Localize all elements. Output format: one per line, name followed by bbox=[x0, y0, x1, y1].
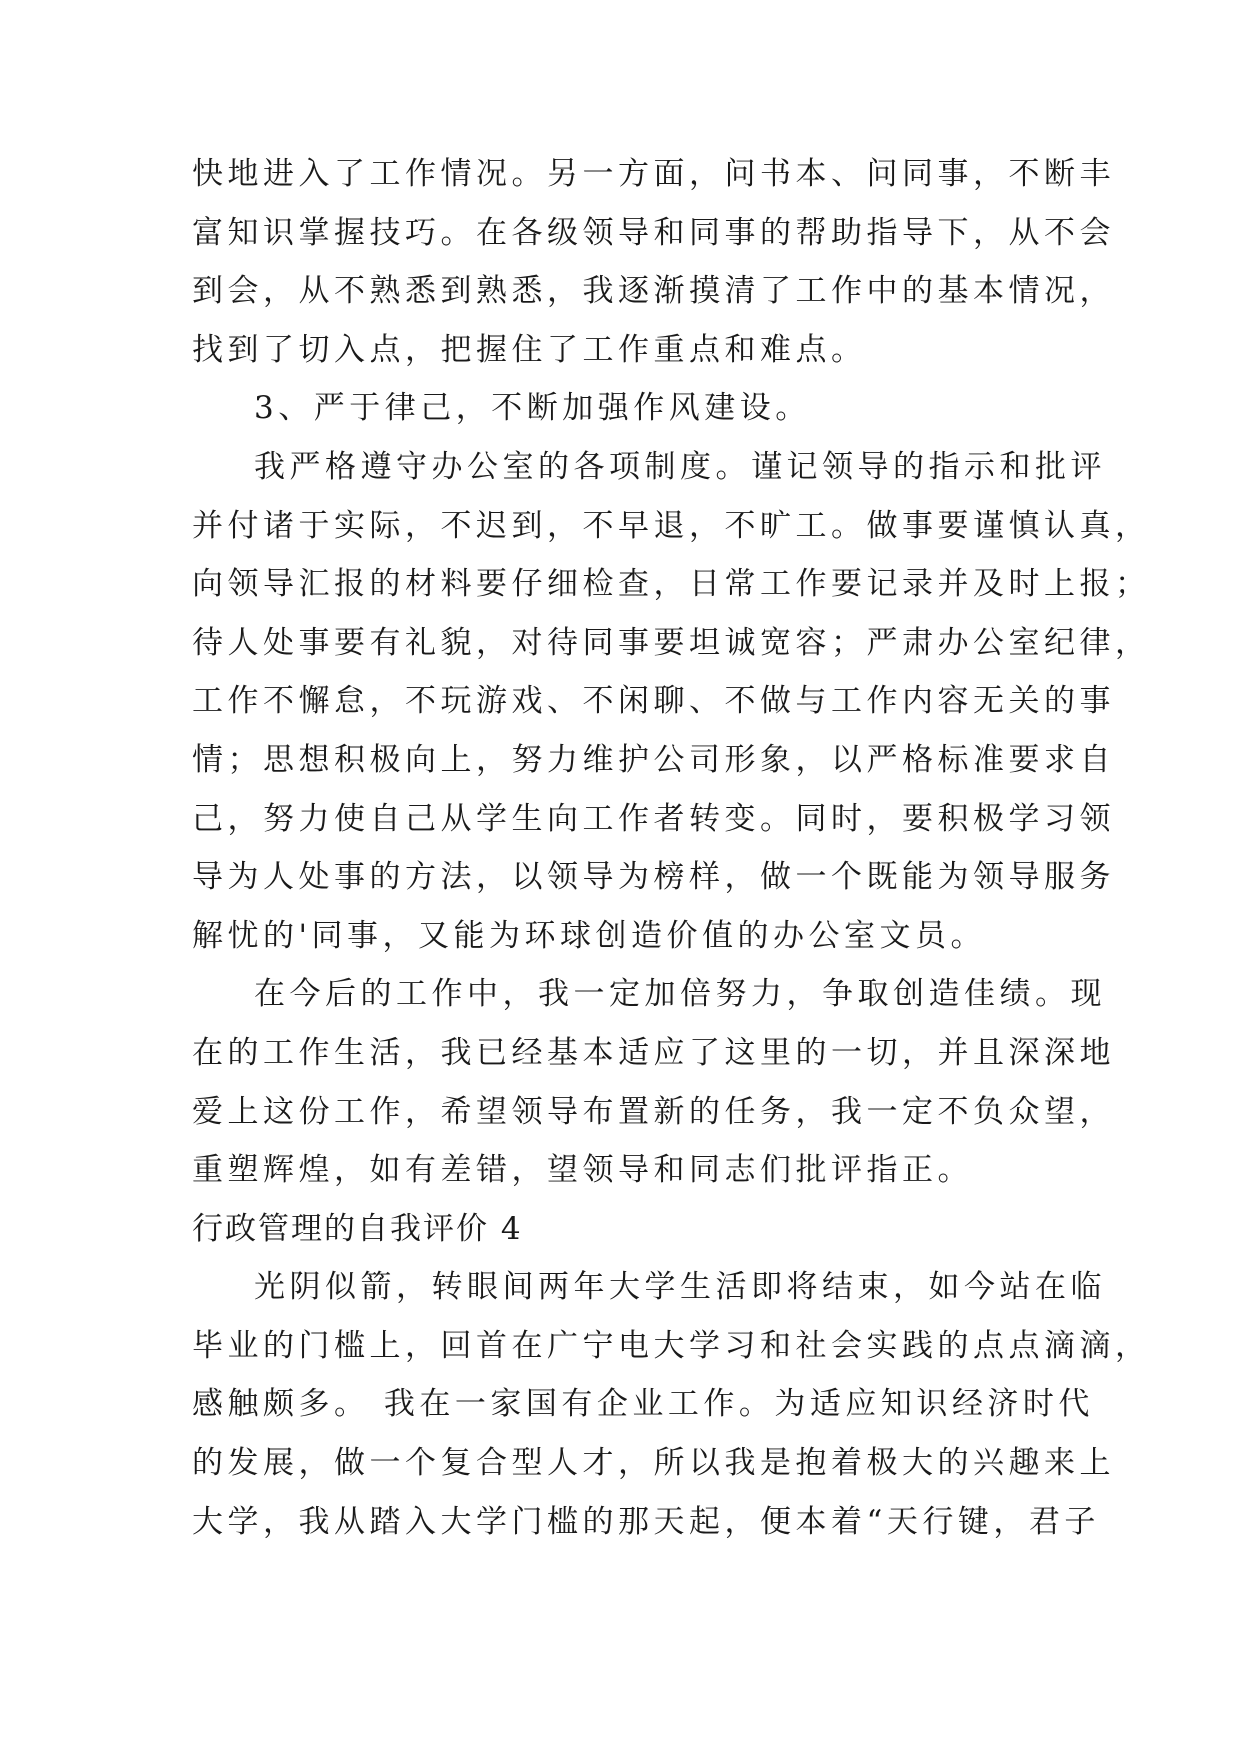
text-line: 向领导汇报的材料要仔细检查，日常工作要记录并及时上报； bbox=[192, 566, 1151, 603]
text-line: 爱上这份工作，希望领导布置新的任务，我一定不负众望， bbox=[192, 1093, 1115, 1130]
text-line: 导为人处事的方法，以领导为榜样，做一个既能为领导服务 bbox=[192, 859, 1115, 896]
text-line: 情；思想积极向上，努力维护公司形象，以严格标准要求自 bbox=[192, 741, 1115, 778]
section-heading: 行政管理的自我评价 4 bbox=[192, 1210, 523, 1247]
text-line: 的发展，做一个复合型人才，所以我是抱着极大的兴趣来上 bbox=[192, 1445, 1115, 1482]
document-page bbox=[192, 145, 1151, 1551]
text-line: 毕业的门槛上，回首在广宁电大学习和社会实践的点点滴滴， bbox=[192, 1327, 1151, 1364]
text-line: 快地进入了工作情况。另一方面，问书本、问同事，不断丰 bbox=[192, 156, 1115, 192]
text-line: 感触颇多。 我在一家国有企业工作。为适应知识经济时代 bbox=[192, 1386, 1094, 1423]
text-line: 在的工作生活，我已经基本适应了这里的一切，并且深深地 bbox=[192, 1034, 1115, 1071]
text-line: 工作不懈怠，不玩游戏、不闲聊、不做与工作内容无关的事 bbox=[192, 683, 1115, 720]
text-line: 重塑辉煌，如有差错，望领导和同志们批评指正。 bbox=[192, 1152, 973, 1189]
text-line: 我严格遵守办公室的各项制度。谨记领导的指示和批评 bbox=[254, 448, 1106, 485]
text-line: 富知识掌握技巧。在各级领导和同事的帮助指导下，从不会 bbox=[192, 214, 1115, 251]
text-line: 解忧的'同事，又能为环球创造价值的办公室文员。 bbox=[192, 917, 987, 954]
text-line: 大学，我从踏入大学门槛的那天起，便本着“天行键，君子 bbox=[192, 1503, 1100, 1540]
text-line: 3、严于律己，不断加强作风建设。 bbox=[254, 390, 811, 427]
text-line: 光阴似箭，转眼间两年大学生活即将结束，如今站在临 bbox=[254, 1269, 1106, 1306]
text-line: 到会，从不熟悉到熟悉，我逐渐摸清了工作中的基本情况， bbox=[192, 273, 1115, 310]
text-line: 在今后的工作中，我一定加倍努力，争取创造佳绩。现 bbox=[254, 976, 1106, 1013]
text-line: 找到了切入点，把握住了工作重点和难点。 bbox=[192, 331, 867, 368]
text-line: 并付诸于实际，不迟到，不早退，不旷工。做事要谨慎认真， bbox=[192, 507, 1151, 544]
text-line: 待人处事要有礼貌，对待同事要坦诚宽容；严肃办公室纪律， bbox=[192, 624, 1151, 661]
text-line: 己，努力使自己从学生向工作者转变。同时，要积极学习领 bbox=[192, 800, 1115, 837]
